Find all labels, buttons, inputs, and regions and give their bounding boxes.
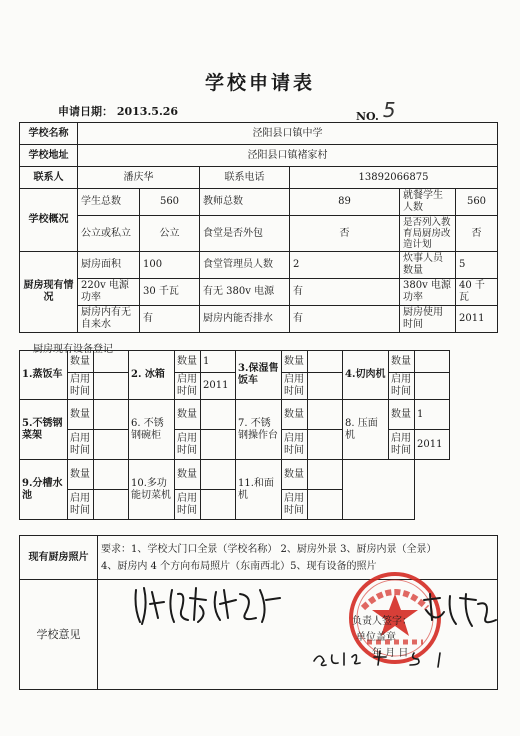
teachers-label: 教师总数	[200, 189, 290, 216]
equipment-name: 5.不锈钢菜架	[20, 400, 68, 460]
start-time-label: 启用时间	[68, 490, 94, 520]
start-time-value[interactable]	[94, 430, 129, 460]
start-time-label: 启用时间	[68, 430, 94, 460]
start-time-value[interactable]: 2011	[415, 430, 450, 460]
seal-label: 单位盖章	[356, 632, 396, 643]
qty-value[interactable]	[415, 351, 450, 373]
start-time-label: 启用时间	[282, 490, 308, 520]
equipment-name: 11.和面机	[236, 460, 282, 520]
opinion-label: 学校意见	[20, 580, 98, 690]
qty-label: 数量	[175, 460, 201, 490]
qty-label: 数量	[68, 460, 94, 490]
qty-label: 数量	[175, 400, 201, 430]
qty-label: 数量	[282, 460, 308, 490]
outsourced-label: 食堂是否外包	[200, 216, 290, 252]
qty-label: 数量	[68, 400, 94, 430]
managers-value: 2	[290, 252, 400, 279]
start-time-value[interactable]	[94, 490, 129, 520]
photos-label: 现有厨房照片	[20, 536, 98, 580]
qty-label: 数量	[389, 400, 415, 430]
start-time-label: 启用时间	[175, 373, 201, 400]
qty-label: 数量	[282, 351, 308, 373]
qty-label: 数量	[389, 351, 415, 373]
school-info-table	[19, 122, 498, 333]
equipment-section-label: 厨房现有设备登记	[33, 344, 113, 355]
start-time-label: 启用时间	[389, 430, 415, 460]
equipment-name: 1.蒸饭车	[20, 351, 68, 400]
water-label: 厨房内有无自来水	[78, 306, 140, 333]
type-value: 公立	[140, 216, 200, 252]
water-value: 有	[140, 306, 200, 333]
qty-value[interactable]	[308, 351, 343, 373]
start-time-value[interactable]	[308, 430, 343, 460]
listed-value: 否	[456, 216, 498, 252]
photos-req-line1: 要求：1、学校大门口全景（学校名称） 2、厨房外景 3、厨房内景（全景）	[101, 543, 437, 555]
handwritten-date	[310, 645, 460, 669]
diners-value: 560	[456, 189, 498, 216]
photos-req-line2: 4、厨房内 4 个方向布局照片（东南西北）5、现有设备的照片	[101, 560, 377, 572]
contact-label: 联系人	[20, 167, 78, 189]
qty-value[interactable]: 1	[201, 351, 236, 373]
phone-label: 联系电话	[200, 167, 290, 189]
handwritten-opinion	[128, 578, 288, 628]
qty-value[interactable]	[201, 400, 236, 430]
handwritten-number: 5	[382, 98, 396, 122]
drain-value: 有	[290, 306, 400, 333]
equipment-name: 8. 压面机	[343, 400, 389, 460]
since-label: 厨房使用时间	[400, 306, 456, 333]
phone-value: 13892066875	[290, 167, 498, 189]
school-name-value: 泾阳县口镇中学	[78, 123, 498, 145]
school-addr-value: 泾阳县口镇褚家村	[78, 145, 498, 167]
diners-label: 就餐学生人数	[400, 189, 456, 216]
start-time-label: 启用时间	[282, 430, 308, 460]
equipment-name: 2. 冰箱	[129, 351, 175, 400]
start-time-label: 启用时间	[68, 373, 94, 400]
qty-label: 数量	[282, 400, 308, 430]
cooks-label: 炊事人员数量	[400, 252, 456, 279]
principal-signature	[420, 590, 500, 630]
drain-label: 厨房内能否排水	[200, 306, 290, 333]
qty-value[interactable]	[94, 400, 129, 430]
kitchen-label: 厨房现有情况	[20, 252, 78, 333]
qty-value[interactable]	[308, 400, 343, 430]
contact-value: 潘庆华	[78, 167, 200, 189]
qty-value[interactable]	[94, 351, 129, 373]
start-time-value[interactable]	[201, 430, 236, 460]
overview-label: 学校概况	[20, 189, 78, 252]
equipment-name: 7. 不锈钢操作台	[236, 400, 282, 460]
qty-value[interactable]	[94, 460, 129, 490]
since-value: 2011	[456, 306, 498, 333]
start-time-label: 启用时间	[389, 373, 415, 400]
school-addr-label: 学校地址	[20, 145, 78, 167]
start-time-value[interactable]: 2011	[201, 373, 236, 400]
cooks-value: 5	[456, 252, 498, 279]
power220-value: 30 千瓦	[140, 279, 200, 306]
school-name-label: 学校名称	[20, 123, 78, 145]
equipment-name: 4.切肉机	[343, 351, 389, 400]
start-time-value[interactable]	[308, 490, 343, 520]
power380-value: 40 千瓦	[456, 279, 498, 306]
teachers-value: 89	[290, 189, 400, 216]
application-date: 申请日期： 2013.5.26	[58, 105, 179, 118]
signer-label: 负责人签字：	[352, 616, 412, 627]
equipment-name: 9.分槽水池	[20, 460, 68, 520]
start-time-value[interactable]	[415, 373, 450, 400]
equipment-name: 6. 不锈钢碗柜	[129, 400, 175, 460]
qty-label: 数量	[68, 351, 94, 373]
equipment-name: 3.保湿售饭车	[236, 351, 282, 400]
students-value: 560	[140, 189, 200, 216]
equipment-empty-cell	[343, 460, 415, 520]
form-title: 学校申请表	[204, 72, 315, 94]
start-time-value[interactable]	[308, 373, 343, 400]
has380-label: 有无 380v 电源	[200, 279, 290, 306]
date-suffix: 年 月 日	[372, 648, 409, 659]
area-value: 100	[140, 252, 200, 279]
start-time-label: 启用时间	[175, 430, 201, 460]
qty-value[interactable]: 1	[415, 400, 450, 430]
qty-value[interactable]	[201, 460, 236, 490]
students-label: 学生总数	[78, 189, 140, 216]
form-number: NO. 5	[356, 98, 396, 123]
equipment-name: 10.多功能切菜机	[129, 460, 175, 520]
outsourced-value: 否	[290, 216, 400, 252]
start-time-value[interactable]	[201, 490, 236, 520]
start-time-value[interactable]	[94, 373, 129, 400]
qty-label: 数量	[175, 351, 201, 373]
has380-value: 有	[290, 279, 400, 306]
equipment-table	[19, 350, 498, 520]
power380-label: 380v 电源功率	[400, 279, 456, 306]
managers-label: 食堂管理员人数	[200, 252, 290, 279]
start-time-label: 启用时间	[175, 490, 201, 520]
power220-label: 220v 电源功率	[78, 279, 140, 306]
start-time-label: 启用时间	[282, 373, 308, 400]
listed-label: 是否列入教育局厨房改造计划	[400, 216, 456, 252]
area-label: 厨房面积	[78, 252, 140, 279]
qty-value[interactable]	[308, 460, 343, 490]
type-label: 公立或私立	[78, 216, 140, 252]
